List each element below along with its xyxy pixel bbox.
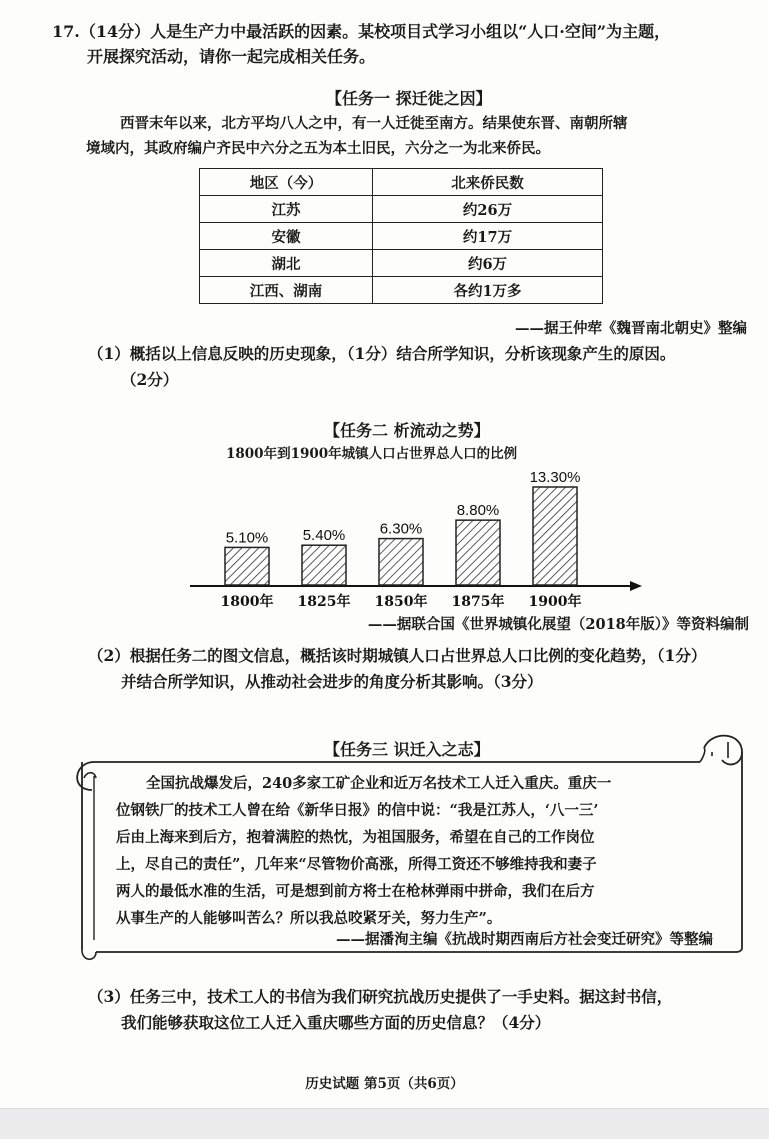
letter-line-4: 上，尽自己的责任”，几年来“尽管物价高涨，所得工资还不够维持我和妻子 <box>116 856 597 873</box>
task3-source: ——据潘洵主编《抗战时期西南后方社会变迁研究》等整编 <box>336 931 713 948</box>
table-header-count: 北来侨民数 <box>373 169 603 196</box>
task1-para-line2: 境域内，其政府编户齐民中六分之五为本土旧民，六分之一为北来侨民。 <box>86 140 550 157</box>
table-header-region: 地区（今） <box>200 169 373 196</box>
bar-value-label: 13.30% <box>529 469 581 486</box>
question-intro-line2: 开展探究活动，请你一起完成相关任务。 <box>87 47 376 66</box>
task3-subquestion-line2: 我们能够获取这位工人迁入重庆哪些方面的历史信息？（4分） <box>121 1013 551 1032</box>
bar-value-label: 5.40% <box>302 527 346 545</box>
task2-title: 【任务二 析流动之势】 <box>324 421 490 440</box>
chart-title: 1800年到1900年城镇人口占世界总人口的比例 <box>226 446 518 462</box>
table-cell-count: 约17万 <box>373 223 603 250</box>
task1-title: 【任务一 探迁徙之因】 <box>326 89 492 108</box>
bottom-bar <box>0 1108 769 1139</box>
table-cell-region: 江苏 <box>200 196 373 223</box>
table-cell-region: 江西、湖南 <box>200 277 373 304</box>
bar-value-label: 8.80% <box>456 502 500 520</box>
letter-line-5: 两人的最低水准的生活，可是想到前方将士在枪林弹雨中拼命，我们在后方 <box>116 883 595 900</box>
task2-subquestion-line2: 并结合所学知识，从推动社会进步的角度分析其影响。（3分） <box>121 672 543 691</box>
task3-title: 【任务三 识迁入之志】 <box>324 740 490 759</box>
bar-value-label: 5.10% <box>225 529 269 547</box>
table-cell-count: 约26万 <box>373 196 603 223</box>
x-tick-label: 1900年 <box>528 594 582 610</box>
task3-subquestion-line1: （3）任务三中，技术工人的书信为我们研究抗战历史提供了一手史料。据这封书信， <box>88 987 673 1006</box>
letter-line-2: 位钢铁厂的技术工人曾在给《新华日报》的信中说：“我是江苏人，‘八一三’ <box>116 802 599 819</box>
x-tick-label: 1800年 <box>220 594 274 610</box>
task1-source: ——据王仲荦《魏晋南北朝史》整编 <box>515 320 747 337</box>
letter-line-3: 后由上海来到后方，抱着满腔的热忱，为祖国服务，希望在自己的工作岗位 <box>116 829 595 846</box>
task1-para-line1: 西晋末年以来，北方平均八人之中，有一人迁徙至南方。结果使东晋、南朝所辖 <box>120 115 628 132</box>
table-cell-region: 湖北 <box>200 250 373 277</box>
table-cell-count: 各约1万多 <box>373 277 603 304</box>
x-tick-label: 1825年 <box>297 594 351 610</box>
task1-subquestion-line1: （1）概括以上信息反映的历史现象，（1分）结合所学知识，分析该现象产生的原因。 <box>88 344 676 363</box>
x-tick-label: 1875年 <box>451 594 505 610</box>
letter-line-6: 从事生产的人能够叫苦么？所以我总咬紧牙关，努力生产”。 <box>116 910 502 927</box>
letter-line-1: 全国抗战爆发后，240多家工矿企业和近万名技术工人迁入重庆。重庆一 <box>146 775 612 792</box>
question-intro-line1: 17.（14分）人是生产力中最活跃的因素。某校项目式学习小组以“人口·空间”为主题， <box>52 22 671 41</box>
bar-value-label: 6.30% <box>379 520 423 538</box>
task1-subquestion-line2: （2分） <box>121 370 179 389</box>
table-cell-region: 安徽 <box>200 223 373 250</box>
task2-source: ——据联合国《世界城镇化展望（2018年版）》等资料编制 <box>367 616 749 633</box>
page-footer: 历史试题 第5页（共6页） <box>305 1076 464 1092</box>
table-cell-count: 约6万 <box>373 250 603 277</box>
task2-subquestion-line1: （2）根据任务二的图文信息，概括该时期城镇人口占世界总人口比例的变化趋势，（1分） <box>88 646 707 665</box>
x-tick-label: 1850年 <box>374 594 428 610</box>
